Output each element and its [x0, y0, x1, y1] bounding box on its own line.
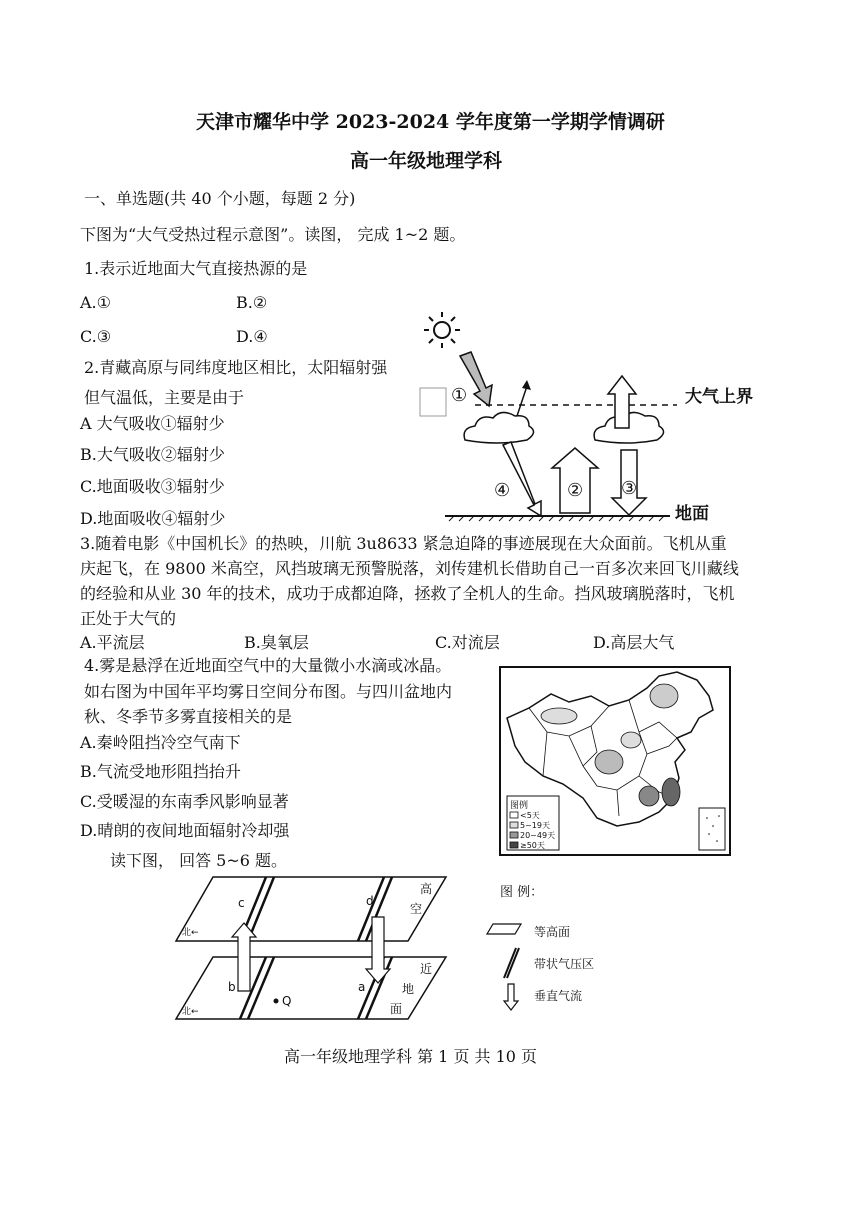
page-footer: 高一年级地理学科 第 1 页 共 10 页 [284, 1047, 538, 1066]
label-2: ② [567, 480, 584, 501]
q4-option-d: D.晴朗的夜间地面辐射冷却强 [80, 821, 290, 840]
diagram2-legend-title: 图 例： [500, 885, 544, 900]
q1-option-d: D.④ [236, 327, 268, 346]
atmosphere-top-label: 大气上界 [685, 387, 753, 407]
diagram2-legend-item-2: 带状气压区 [534, 957, 595, 971]
legend-isobaric-plane-icon [487, 922, 523, 938]
q3-option-d: D.高层大气 [593, 633, 675, 652]
page-title: 天津市耀华中学 2023-2024 学年度第一学期学情调研 [196, 111, 665, 133]
map-legend-item-3: 20~49天 [520, 831, 556, 840]
diagram-box [420, 388, 446, 416]
lower-plane-label-3: 面 [390, 1002, 403, 1016]
page-subtitle: 高一年级地理学科 [350, 150, 503, 172]
q4-option-b: B.气流受地形阻挡抬升 [80, 762, 241, 781]
north-label-upper: 北← [182, 928, 199, 938]
q2-option-b: B.大气吸收②辐射少 [80, 445, 225, 464]
point-d: d [366, 894, 374, 908]
upper-plane-label-2: 空 [410, 902, 423, 916]
map-legend-item-4: ≥50天 [520, 841, 545, 850]
q4-option-a: A.秦岭阻挡冷空气南下 [80, 733, 241, 752]
upper-plane-label: 高 [420, 882, 433, 896]
map-legend-item-2: 5~19天 [520, 821, 550, 830]
point-q: Q [282, 994, 292, 1008]
q3-stem: 3.随着电影《中国机长》的热映，川航 3u8633 紧急迫降的事迹展现在大众面前。飞机从重庆起飞，在 9800 米高空，风挡玻璃无预警脱落，刘传建机长借助自己一百多次来回飞川藏线的经验和从业 30 年的技术，成功于成都迫降，拯救了全机人的生命。挡风玻璃脱落时，飞机正处于大气的 [80, 534, 739, 628]
q2-option-a: A 大气吸收①辐射少 [80, 414, 225, 433]
china-fog-map [499, 666, 731, 856]
lower-plane-label-2: 地 [402, 982, 415, 996]
point-c: c [238, 896, 245, 910]
q4-stem-line1: 4.雾是悬浮在近地面空气中的大量微小水滴或冰晶。 [84, 656, 452, 675]
lower-plane-label: 近 [420, 962, 433, 976]
q2-stem-line2: 但气温低，主要是由于 [84, 388, 245, 407]
ground-label: 地面 [675, 504, 709, 524]
q4-option-c: C.受暖湿的东南季风影响显著 [80, 792, 289, 811]
q2-option-c: C.地面吸收③辐射少 [80, 477, 225, 496]
intro-q1-2: 下图为“大气受热过程示意图”。读图， 完成 1~2 题。 [80, 225, 466, 244]
pressure-planes-diagram [168, 873, 448, 1023]
label-1: ① [451, 385, 468, 406]
label-4: ④ [494, 480, 511, 501]
q4-stem-line2: 如右图为中国年平均雾日空间分布图。与四川盆地内 [84, 682, 453, 701]
point-q-marker [274, 999, 279, 1004]
diagram2-legend-item-1: 等高面 [534, 925, 571, 939]
legend-pressure-belt-icon [500, 946, 520, 980]
atmospheric-counter-radiation-arrow [503, 442, 541, 516]
q1-option-a: A.① [80, 293, 111, 312]
q2-option-d: D.地面吸收④辐射少 [80, 509, 226, 528]
section-heading: 一、单选题(共 40 个小题，每题 2 分) [84, 189, 356, 208]
q1-stem: 1.表示近地面大气直接热源的是 [84, 259, 308, 278]
q3-option-c: C.对流层 [435, 633, 500, 652]
south-china-sea-inset [699, 808, 725, 850]
q3-option-b: B.臭氧层 [244, 633, 309, 652]
north-label-lower: 北← [182, 1007, 199, 1017]
intro-q5-6: 读下图， 回答 5~6 题。 [110, 851, 288, 870]
q3-option-a: A.平流层 [80, 633, 145, 652]
cloud-left [464, 412, 533, 443]
legend-vertical-airflow-icon [503, 983, 519, 1011]
point-a: a [358, 980, 366, 994]
label-3: ③ [621, 478, 638, 499]
map-legend-title: 图例 [510, 801, 529, 811]
q4-stem-line3: 秋、冬季节多雾直接相关的是 [84, 707, 293, 726]
atmosphere-heating-diagram [415, 308, 753, 528]
q1-option-c: C.③ [80, 327, 112, 346]
q2-stem-line1: 2.青藏高原与同纬度地区相比，太阳辐射强 [84, 358, 388, 377]
point-b: b [228, 980, 236, 994]
sun-icon [424, 312, 460, 348]
q1-option-b: B.② [236, 293, 268, 312]
map-legend-item-1: <5天 [520, 811, 540, 820]
diagram2-legend-item-3: 垂直气流 [534, 989, 583, 1003]
upper-isobaric-plane [176, 877, 446, 941]
